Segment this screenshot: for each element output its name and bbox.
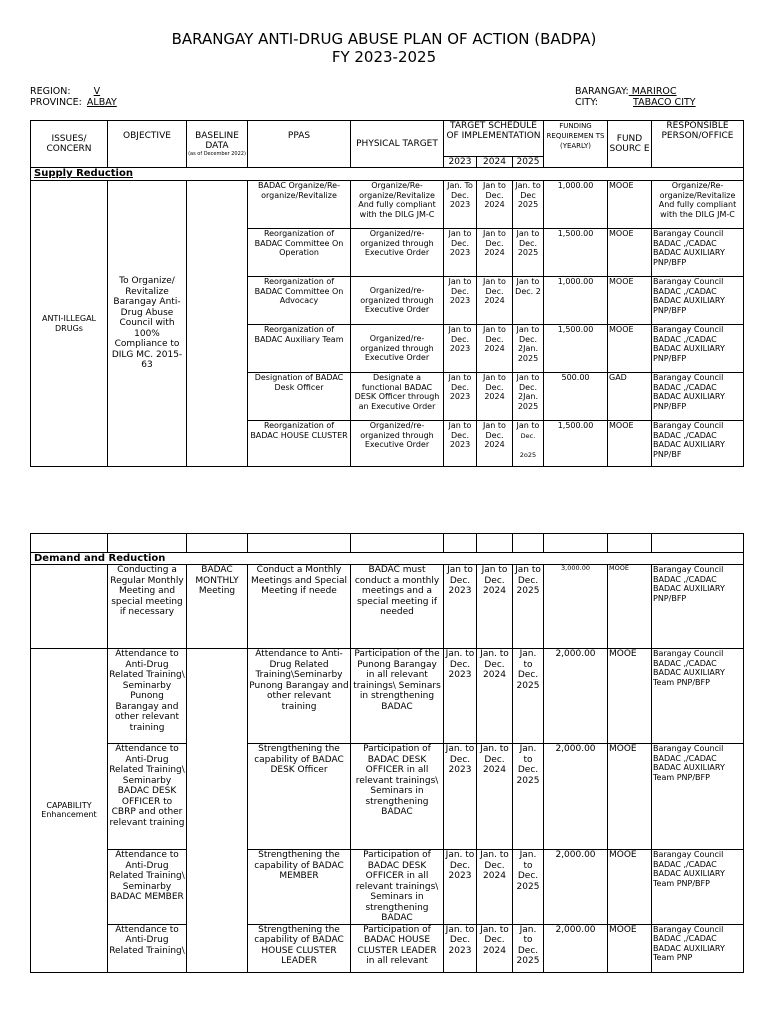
year-2025-cell: Jan. to Dec. 2025 <box>513 850 544 925</box>
ppas-cell: Reorganization of BADAC Committee On Operation <box>248 229 351 277</box>
year-2024-cell: Jan to Dec. 2024 <box>477 565 513 649</box>
responsible-cell: Barangay Council BADAC ,/CADAC BADAC AUXILIARY Team PNP <box>652 924 744 972</box>
responsible-cell: Barangay Council BADAC ,/CADAC BADAC AUXILIARY PNP/BFP <box>652 565 744 649</box>
year-2025-cell: Jan. to Dec. 2025 <box>513 649 544 744</box>
physical-cell: Organized/re-organized through Executive Order <box>351 325 444 373</box>
physical-cell: Participation of BADAC DESK OFFICER in all relevant trainings\ Seminars in strengthening BADAC <box>351 744 444 850</box>
year-2025-part-a: Jan to <box>516 421 540 430</box>
year-2023-cell: Jan. to Dec. 2023 <box>444 924 477 972</box>
ppas-cell: Designation of BADAC Desk Officer <box>248 373 351 421</box>
province-line <box>30 97 117 108</box>
responsible-cell: Barangay Council BADAC ,/CADAC BADAC AUXILIARY PNP/BFP <box>652 229 744 277</box>
table-row <box>31 181 744 229</box>
province-value: ALBAY <box>86 97 117 108</box>
barangay-line <box>575 86 677 97</box>
year-2023-cell: Jan to Dec. 2023 <box>444 229 477 277</box>
responsible-cell: Barangay Council BADAC ,/CADAC BADAC AUXILIARY Team PNP/BFP <box>652 744 744 850</box>
fund-source-cell: MOOE <box>608 850 652 925</box>
table-row <box>31 850 744 925</box>
barangay-label: BARANGAY: <box>575 86 629 97</box>
city-label: CITY: <box>575 97 598 108</box>
header-funding-note: (YEARLY) <box>559 142 592 150</box>
funding-cell: 3,000.00 <box>544 565 608 649</box>
header-funding <box>544 121 608 168</box>
blank-cell <box>652 534 744 553</box>
table-row <box>31 649 744 744</box>
fund-source-cell: GAD <box>608 373 652 421</box>
year-2024-cell: Jan. to Dec. 2024 <box>477 649 513 744</box>
issue-capability-enhancement: CAPABILITY Enhancement <box>31 649 108 973</box>
year-2025-cell: Jan. to Dec 2025 <box>513 181 544 229</box>
baseline-supply <box>187 181 248 467</box>
province-label: PROVINCE: <box>30 97 82 108</box>
funding-cell: 1,000.00 <box>544 277 608 325</box>
objective-cell: Attendance to Anti-Drug Related Training\ Seminarby Punong Barangay and other relevant training <box>108 649 187 744</box>
header-funding-label: FUNDING REQUIREMEN TS <box>546 122 605 140</box>
objective-cell: Attendance to Anti-Drug Related Training\ <box>108 924 187 972</box>
table-row <box>31 565 744 649</box>
blank-cell <box>544 534 608 553</box>
responsible-cell: Organize/Re-organize/Revitalize And fully compliant with the DILG JM-C <box>652 181 744 229</box>
year-2023-cell: Jan. to Dec. 2023 <box>444 850 477 925</box>
section-title-supply <box>31 168 744 181</box>
blank-cell <box>187 534 248 553</box>
region-label: REGION: <box>30 86 71 97</box>
objective-cell: Attendance to Anti-Drug Related Training\ Seminarby BADAC MEMBER <box>108 850 187 925</box>
issue-anti-illegal-drugs: ANTI-ILLEGAL DRUGs <box>31 181 108 467</box>
ppas-cell: Strengthening the capability of BADAC DESK Officer <box>248 744 351 850</box>
blank-cell <box>608 534 652 553</box>
year-2024-cell: Jan to Dec. 2024 <box>477 181 513 229</box>
fund-source-cell: MOOE <box>608 924 652 972</box>
responsible-cell: Barangay Council BADAC ,/CADAC BADAC AUXILIARY Team PNP/BFP <box>652 850 744 925</box>
year-2024-cell: Jan to Dec. 2024 <box>477 373 513 421</box>
ppas-cell: Reorganization of BADAC HOUSE CLUSTER <box>248 421 351 467</box>
fund-source-cell: MOOE <box>608 421 652 467</box>
blank-cell <box>108 534 187 553</box>
year-2024-cell: Jan. to Dec. 2024 <box>477 924 513 972</box>
ppas-cell: Reorganization of BADAC Committee On Advocacy <box>248 277 351 325</box>
header-baseline <box>187 121 248 168</box>
header-responsible: RESPONSIBLE PERSON/OFFICE <box>652 121 744 168</box>
baseline-cell: BADAC MONTHLY Meeting <box>187 565 248 649</box>
physical-cell: Organized/re-organized through Executive Order <box>351 229 444 277</box>
table-row <box>31 924 744 972</box>
year-2025-part-c: 2o25 <box>519 450 537 459</box>
header-baseline-label: BASELINE DATA <box>195 131 239 151</box>
fund-source-cell: MOOE <box>608 181 652 229</box>
objective-cell: Conducting a Regular Monthly Meeting and special meeting if necessary <box>108 565 187 649</box>
funding-cell: 1,500.00 <box>544 325 608 373</box>
ppas-cell: Strengthening the capability of BADAC HOUSE CLUSTER LEADER <box>248 924 351 972</box>
physical-cell: Organized/re-organized through Executive Order <box>351 421 444 467</box>
responsible-cell: Barangay Council BADAC ,/CADAC BADAC AUXILIARY Team PNP/BFP <box>652 649 744 744</box>
section-title-supply-text: Supply Reduction <box>34 168 133 179</box>
physical-cell: Participation of BADAC DESK OFFICER in all relevant trainings\ Seminars in strengthening BADAC <box>351 850 444 925</box>
blank-cell <box>513 534 544 553</box>
city-value: TABACO CITY <box>633 97 696 108</box>
year-2025-cell: Jan. to Dec. 2025 <box>513 924 544 972</box>
region-value: V <box>93 86 101 97</box>
year-2024-cell: Jan. to Dec. 2024 <box>477 850 513 925</box>
year-2025-cell: Jan to Dec. 2Jan. 2025 <box>513 373 544 421</box>
header-ppas: PPAS <box>248 121 351 168</box>
document-title: BARANGAY ANTI-DRUG ABUSE PLAN OF ACTION (BADPA) <box>171 30 597 48</box>
year-2025-cell: Jan to Dec. 2025 <box>513 229 544 277</box>
blank-cell <box>248 534 351 553</box>
funding-cell: 2,000.00 <box>544 744 608 850</box>
table-row <box>31 744 744 850</box>
physical-cell: Designate a functional BADAC DESK Officer through an Executive Order <box>351 373 444 421</box>
supply-reduction-table <box>30 120 744 467</box>
ppas-cell: Strengthening the capability of BADAC MEMBER <box>248 850 351 925</box>
objective-supply: To Organize/ Revitalize Barangay Anti-Drug Abuse Council with 100% Compliance to DILG MC. 2015-63 <box>108 181 187 467</box>
blank-cell <box>351 534 444 553</box>
funding-cell: 1,000.00 <box>544 181 608 229</box>
funding-cell: 2,000.00 <box>544 850 608 925</box>
year-2024-cell: Jan to Dec. 2024 <box>477 421 513 467</box>
funding-cell: 1,500.00 <box>544 229 608 277</box>
year-2025-cell: Jan to Dec. 2025 <box>513 565 544 649</box>
fund-source-cell: MOOE <box>608 565 652 649</box>
header-fund-source: FUND SOURC E <box>608 121 652 168</box>
issue-blank <box>31 565 108 649</box>
responsible-cell: Barangay Council BADAC ,/CADAC BADAC AUXILIARY PNP/BFP <box>652 277 744 325</box>
physical-cell: Participation of the Punong Barangay in all relevant trainings\ Seminars in strengthening BADAC <box>351 649 444 744</box>
year-2024-cell: Jan to Dec. 2024 <box>477 229 513 277</box>
funding-cell: 2,000.00 <box>544 924 608 972</box>
year-2023-cell: Jan to Dec. 2023 <box>444 565 477 649</box>
physical-cell: Organize/Re-organize/Revitalize And fully compliant with the DILG JM-C <box>351 181 444 229</box>
header-year-2023: 2023 <box>444 157 477 168</box>
header-baseline-note: (as of December 2022) <box>188 151 246 157</box>
header-year-2025: 2025 <box>513 157 544 168</box>
header-physical: PHYSICAL TARGET <box>351 121 444 168</box>
blank-cell <box>477 534 513 553</box>
fund-source-cell: MOOE <box>608 277 652 325</box>
barangay-value: MARIROC <box>628 86 677 97</box>
blank-cell <box>444 534 477 553</box>
year-2025-cell: Jan to Dec. 2 <box>513 277 544 325</box>
ppas-cell: Attendance to Anti-Drug Related Training\Seminarby Punong Barangay and other relevant training <box>248 649 351 744</box>
ppas-cell: Conduct a Monthly Meetings and Special Meeting if neede <box>248 565 351 649</box>
year-2025-cell <box>513 421 544 467</box>
region-line <box>30 86 100 97</box>
year-2025-cell: Jan. to Dec. 2025 <box>513 744 544 850</box>
year-2025-part-b: Dec. <box>520 431 536 440</box>
header-issues: ISSUES/ CONCERN <box>31 121 108 168</box>
objective-cell: Attendance to Anti-Drug Related Training\ Seminarby BADAC DESK OFFICER to CBRP and other relevant training <box>108 744 187 850</box>
year-2023-cell: Jan to Dec. 2023 <box>444 325 477 373</box>
year-2023-cell: Jan. to Dec. 2023 <box>444 744 477 850</box>
year-2024-cell: Jan to Dec. 2024 <box>477 325 513 373</box>
year-2023-cell: Jan to Dec. 2023 <box>444 277 477 325</box>
physical-cell: Participation of BADAC HOUSE CLUSTER LEADER in all relevant <box>351 924 444 972</box>
document-subtitle: FY 2023-2025 <box>331 48 437 66</box>
fund-source-cell: MOOE <box>608 229 652 277</box>
year-2025-cell: Jan to Dec. 2Jan. 2025 <box>513 325 544 373</box>
blank-header-row <box>31 534 744 553</box>
ppas-cell: BADAC Organize/Re-organize/Revitalize <box>248 181 351 229</box>
section-row-demand <box>31 553 744 565</box>
responsible-cell: Barangay Council BADAC ,/CADAC BADAC AUXILIARY PNP/BF <box>652 421 744 467</box>
year-2024-cell: Jan to Dec. 2024 <box>477 277 513 325</box>
ppas-cell: Reorganization of BADAC Auxiliary Team <box>248 325 351 373</box>
baseline-blank <box>187 649 248 973</box>
header-objective: OBJECTIVE <box>108 121 187 168</box>
responsible-cell: Barangay Council BADAC ,/CADAC BADAC AUXILIARY PNP/BFP <box>652 325 744 373</box>
header-target-schedule: TARGET SCHEDULE OF IMPLEMENTATION <box>444 121 544 157</box>
blank-cell <box>31 534 108 553</box>
city-line <box>575 97 696 108</box>
year-2023-cell: Jan. to Dec. 2023 <box>444 649 477 744</box>
fund-source-cell: MOOE <box>608 649 652 744</box>
year-2023-cell: Jan. To Dec. 2023 <box>444 181 477 229</box>
demand-reduction-table <box>30 533 744 973</box>
header-row <box>31 121 744 157</box>
physical-cell: Organized/re-organized through Executive Order <box>351 277 444 325</box>
physical-cell: BADAC must conduct a monthly meetings and a special meeting if needed <box>351 565 444 649</box>
header-year-2024: 2024 <box>477 157 513 168</box>
year-2023-cell: Jan to Dec. 2023 <box>444 373 477 421</box>
funding-cell: 2,000.00 <box>544 649 608 744</box>
funding-cell: 500.00 <box>544 373 608 421</box>
section-row-supply <box>31 168 744 181</box>
responsible-cell: Barangay Council BADAC ,/CADAC BADAC AUXILIARY PNP/BFP <box>652 373 744 421</box>
fund-source-cell: MOOE <box>608 325 652 373</box>
funding-cell: 1,500.00 <box>544 421 608 467</box>
section-title-demand: Demand and Reduction <box>31 553 744 565</box>
year-2024-cell: Jan. to Dec. 2024 <box>477 744 513 850</box>
year-2023-cell: Jan to Dec. 2023 <box>444 421 477 467</box>
fund-source-cell: MOOE <box>608 744 652 850</box>
